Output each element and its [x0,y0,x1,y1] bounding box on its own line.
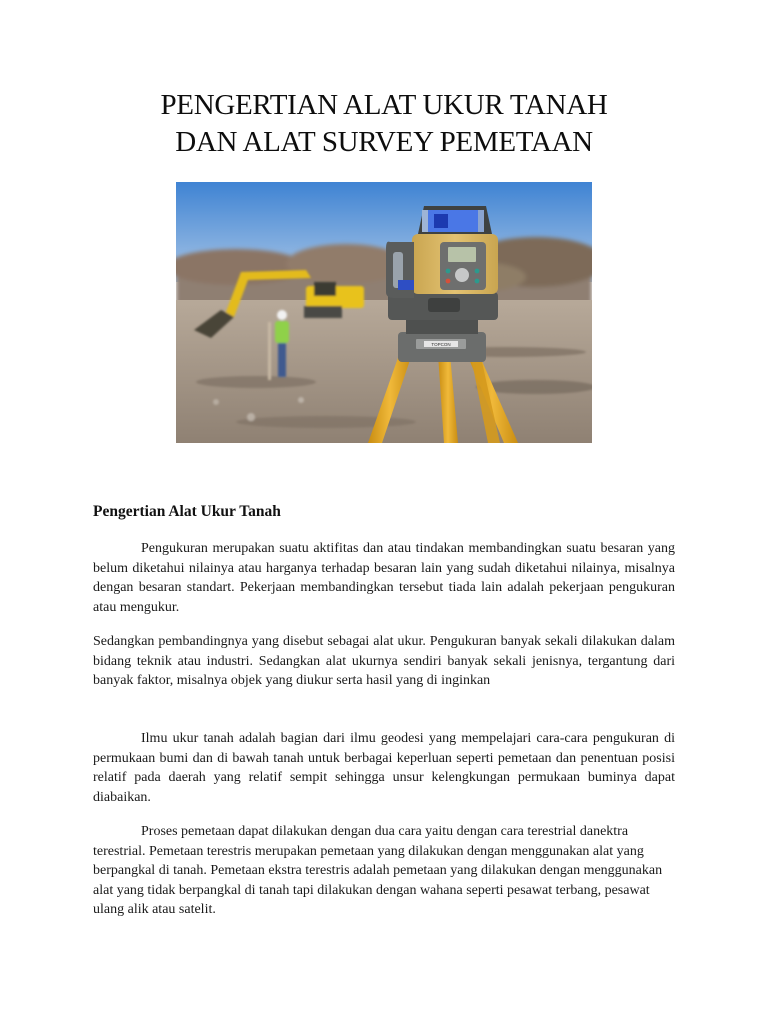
section-heading: Pengertian Alat Ukur Tanah [93,503,281,520]
paragraph-4: Proses pemetaan dapat dilakukan dengan dua cara yaitu dengan cara terestrial danektra terestrial. Pemetaan terestris merupakan pemetaan yang dilakukan dengan menggunakan alat yang berpangkal di tanah. Pemetaan ekstra terestris adalah pemetaan yang dilakukan dengan menggunakan alat yang tidak berpangkal di tanah tapi dilakukan dengan wahana seperti pesawat terbang, pesawat ulang alik atau satelit. [93,824,663,918]
topcon-logo-text: TOPCON [431,342,451,347]
survey-instrument-photo [176,182,592,443]
paragraph-2: Sedangkan pembandingnya yang disebut sebagai alat ukur. Pengukuran banyak sekali dilakukan dalam bidang teknik atau industri. Sedangkan alat ukurnya sendiri banyak sekali jenisnya, tergantung dari banyak faktor, misalnya objek yang diukur serta hasil yang di inginkan [93,634,675,689]
paragraph-3: Ilmu ukur tanah adalah bagian dari ilmu geodesi yang mempelajari cara-cara pengukuran di permukaan bumi dan di bawah tanah untuk berbagai keperluan seperti pemetaan dan penentuan posisi relatif pada daerah yang relatif sempit sehingga unsur kelengkungan permukaan buminya dapat diabaikan. [93,731,675,805]
photo-illustration [176,182,592,443]
title-line-1: PENGERTIAN ALAT UKUR TANAH [160,89,608,121]
title-line-2: DAN ALAT SURVEY PEMETAAN [175,126,593,158]
page-title [60,87,708,161]
paragraph-1: Pengukuran merupakan suatu aktifitas dan atau tindakan membandingkan suatu besaran yang belum diketahui nilainya atau harganya terhadap besaran lain yang sudah diketahui nilainya, misalnya dengan besaran standart. Pekerjaan membandingkan tersebut tiada lain adalah pekerjaan pengukuran atau mengukur. [93,541,675,615]
